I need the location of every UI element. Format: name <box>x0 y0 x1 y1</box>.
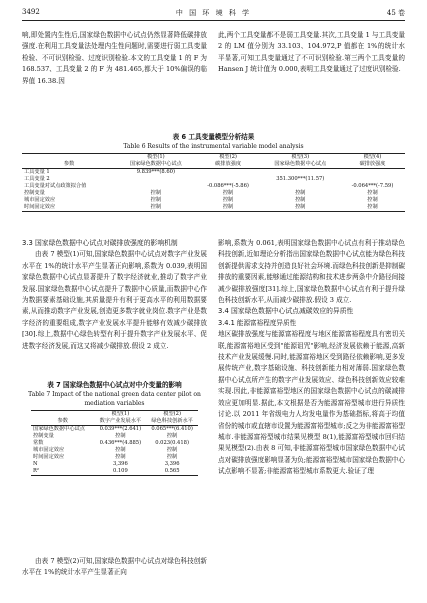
table-header-cell: 模型(1) <box>116 154 195 162</box>
table-cell <box>261 169 340 177</box>
table-cell: 控制 <box>115 447 126 453</box>
table-cell: 控制 <box>367 197 378 203</box>
table-header-cell: 碳排放强度 <box>340 161 405 169</box>
table-cell: 控制 <box>295 190 306 196</box>
table-cell: 控制 <box>150 197 162 203</box>
table-cell: 控制 <box>115 454 126 460</box>
table-header-cell: 数字产业发展水平 <box>95 418 147 426</box>
table-cell <box>340 176 405 183</box>
table-cell: 3,396 <box>112 461 128 467</box>
table-header-cell: 模型(3) <box>261 154 340 162</box>
table-header-cell: 模型(2) <box>146 411 198 419</box>
left-column-top <box>22 30 207 87</box>
table-cell: 城市固定效应 <box>24 197 56 203</box>
table-cell: 控制 <box>115 433 126 439</box>
table-cell <box>196 169 261 177</box>
table-cell: 控制 <box>196 204 261 212</box>
table-cell: 控制 <box>150 190 162 196</box>
table-row <box>22 197 405 204</box>
body-paragraph: 响,即处置内生性后,国家绿色数据中心试点仍然显著降低碳排放强度.在利用工具变量法处理内生性问题时,需要进行弱工具变量检验、不可识别检验、过度识别检验.本文的工具变量 1 的 F 为 168.537、工具变量 2 的 F 为 481.465,都大于 10%偏误的临界值 16.38.因 <box>22 31 207 85</box>
body-paragraph: 地区碳排放强度与能源富裕程度与地区能源富裕程度具有密切关联,能源富裕地区受到"能源诅咒"影响,经济发展依赖于能源,高新技术产业发展缓慢.同时,能源富裕地区受到路径依赖影响,更多发展传统产业,数字基础设施、科技创新能力相对薄弱.国家绿色数据中心试点所产生的数字产业发展效应、绿色科技创新效应较难实现.因此,非能源富裕型地区的国家绿色数据中心试点的碳减排效应更加明显.据此,本文根据是否为能源富裕型城市进行异质性讨论.以 2011 年省级电力人均发电量作为基础指标,将高于均值省份的城市或直辖市设置为能源富裕型城市;反之为非能源富裕型城市.非能源富裕型城市结果见模型 8(1),能源富裕型城市回归结果见模型(2).由表 8 可知,非能源富裕型城市国家绿色数据中心试点对碳排放强度影响显著为负;能源富裕型城市国家绿色数据中心试点影响不显著;非能源富裕型城市系数更大.验证了理 <box>218 330 405 476</box>
table-cell <box>261 183 340 190</box>
left-column-middle <box>22 238 207 352</box>
table-cell <box>116 176 195 183</box>
table-header-cell: 模型(2) <box>196 154 261 162</box>
table-cell: 工具变量对试点政策拟合值 <box>24 183 87 189</box>
table-cell: 3,396 <box>164 461 180 467</box>
table-header-cell: 碳排放强度 <box>196 161 261 169</box>
table-header-row <box>22 161 405 169</box>
table-cell: 0.109 <box>95 468 147 476</box>
right-column-top <box>218 30 405 76</box>
table-header-cell: 模型(4) <box>340 154 405 162</box>
table-header-row <box>22 154 405 162</box>
table-row <box>22 176 405 183</box>
table-header-cell <box>22 154 116 162</box>
table-cell: 控制变量 <box>33 433 54 439</box>
table-cell: -0.086***(-5.86) <box>207 183 249 189</box>
table-row <box>22 169 405 177</box>
table-cell: 时间固定效应 <box>33 454 65 460</box>
table-row <box>31 461 198 468</box>
table-cell: 0.065***(6.410) <box>151 426 193 432</box>
body-paragraph: 由表 7 模型(1)可知,国家绿色数据中心试点对数字产业发展水平在 1%的统计水平产生显著正向影响,系数为 0.039,表明国家绿色数据中心试点显著提升了数字经济就业,推动了数字产业发展.国家绿色数据中心试点提升了数据中心质量,而数据中心作为数据要素基础设施,其质量提升有利于更高水平的利用数据要素,从而推动数字产业发展,创造更多数字就业岗位.数字产业是数字经济的重要组成,数字产业发展水平提升能够有效减少碳排放[30].综上,数据中心绿色转型有利于提升数字产业发展水平、促进数字经济发展,而这又将减少碳排放.假设 2 成立. <box>22 250 207 350</box>
left-column-bottom <box>22 556 207 579</box>
table-cell: 控制 <box>340 204 405 212</box>
table-cell: 城市固定效应 <box>33 447 65 453</box>
table-6 <box>22 133 405 212</box>
table-row <box>22 183 405 190</box>
journal-title: 中 国 环 境 科 学 <box>175 9 252 17</box>
table-cell: R² <box>31 468 95 476</box>
table-7-title-en-line2: mediation variables <box>84 400 145 407</box>
page-number: 3492 <box>22 8 40 16</box>
section-3-3-heading: 3.3 国家绿色数据中心试点对碳排放强度的影响机制 <box>22 239 178 247</box>
section-3-4-1-heading: 3.4.1 能源富裕程度异质性 <box>218 318 297 327</box>
table-cell: 工具变量 1 <box>24 169 50 175</box>
table-7-title: 表 7 国家绿色数据中心试点对中介变量的影响 <box>47 381 182 389</box>
body-paragraph: 由表 7 模型(2)可知,国家绿色数据中心试点对绿色科技创新水平在 1%的统计水平产生显著正向 <box>22 557 207 577</box>
table-row <box>31 454 198 461</box>
table-cell: 控制 <box>166 447 178 453</box>
table-header-cell: 模型(1) <box>95 411 147 419</box>
table-6-grid <box>22 153 405 212</box>
table-cell: 0.039***(2.641) <box>99 426 142 432</box>
table-cell <box>340 169 405 177</box>
table-cell: N <box>33 461 38 467</box>
table-cell: 控制变量 <box>24 190 45 196</box>
table-row <box>22 190 405 197</box>
running-header <box>22 8 405 20</box>
table-cell: 0.436***(4.885) <box>99 440 142 446</box>
table-header-cell: 参数 <box>31 418 95 426</box>
table-row <box>22 204 405 212</box>
table-cell: 控制 <box>367 190 378 196</box>
table-cell: 控制 <box>166 454 178 460</box>
table-cell <box>116 183 195 190</box>
table-cell <box>196 176 261 183</box>
table-header-cell: 参数 <box>22 161 116 169</box>
table-cell: 控制 <box>295 197 306 203</box>
table-header-cell: 国家绿色数据中心试点 <box>116 161 195 169</box>
header-rule <box>22 20 405 21</box>
table-cell: 工具变量 2 <box>24 176 50 182</box>
table-cell: 控制 <box>222 197 234 203</box>
section-3-4-heading: 3.4 国家绿色数据中心试点减碳效应的异质性 <box>218 307 354 316</box>
table-header-cell <box>31 411 95 419</box>
table-header-cell: 绿色科技创新水平 <box>146 418 198 426</box>
table-cell: 时间固定效应 <box>22 204 116 212</box>
table-row <box>31 447 198 454</box>
table-cell: 控制 <box>166 433 178 439</box>
table-cell: 控制 <box>261 204 340 212</box>
body-paragraph: 影响,系数为 0.061,表明国家绿色数据中心试点有利于推动绿色科技创新,近如理论分析指出国家绿色数据中心试点能为绿色科技创新提供需求支持并创造良好社会环境.而绿色科技创新是抑制碳排放的重要因素,能够通过能源结构和技术进步两条中介路径间接减少碳排放强度[31].综上,国家绿色数据中心试点有利于提升绿色科技创新水平,从而减少碳排放.假设 3 成立. <box>218 239 405 305</box>
table-row <box>31 440 198 447</box>
right-column-lower <box>218 238 405 478</box>
table-7-title-en: Table 7 Impact of the national green data center pilot on <box>28 391 201 398</box>
table-7 <box>22 381 207 476</box>
table-6-title: 表 6 工具变量模型分析结果 <box>172 133 255 141</box>
table-cell: 控制 <box>116 204 195 212</box>
table-row <box>31 468 198 476</box>
table-cell: 国家绿色数据中心试点 <box>33 426 85 432</box>
table-header-row <box>31 418 198 426</box>
table-7-grid <box>31 410 198 476</box>
table-cell: 0.023(0.418) <box>155 440 189 446</box>
table-cell: 常数 <box>33 440 44 446</box>
table-row <box>31 426 198 434</box>
volume-label: 45 卷 <box>386 9 405 17</box>
table-6-title-en: Table 6 Results of the instrumental variable model analysis <box>123 143 304 150</box>
table-header-cell: 国家绿色数据中心试点 <box>261 161 340 169</box>
body-paragraph: 此,两个工具变量都不是弱工具变量.其次,工具变量 1 与工具变量 2 的 LM 值分别为 33.103、104.972,P 值都在 1%的统计水平显著,可知工具变量通过了不可识别检验.第三两个工具变量的 Hansen J 统计值为 0.000,表明工具变量通过了过度识别检验. <box>218 31 405 74</box>
table-cell: 0.565 <box>146 468 198 476</box>
table-cell: 351.300***(11.57) <box>276 176 325 182</box>
table-cell: 控制 <box>222 190 234 196</box>
table-row <box>31 433 198 440</box>
table-cell: -0.064***(-7.59) <box>351 183 394 189</box>
table-header-row <box>31 411 198 419</box>
table-cell: 9.839***(8.60) <box>136 169 175 175</box>
